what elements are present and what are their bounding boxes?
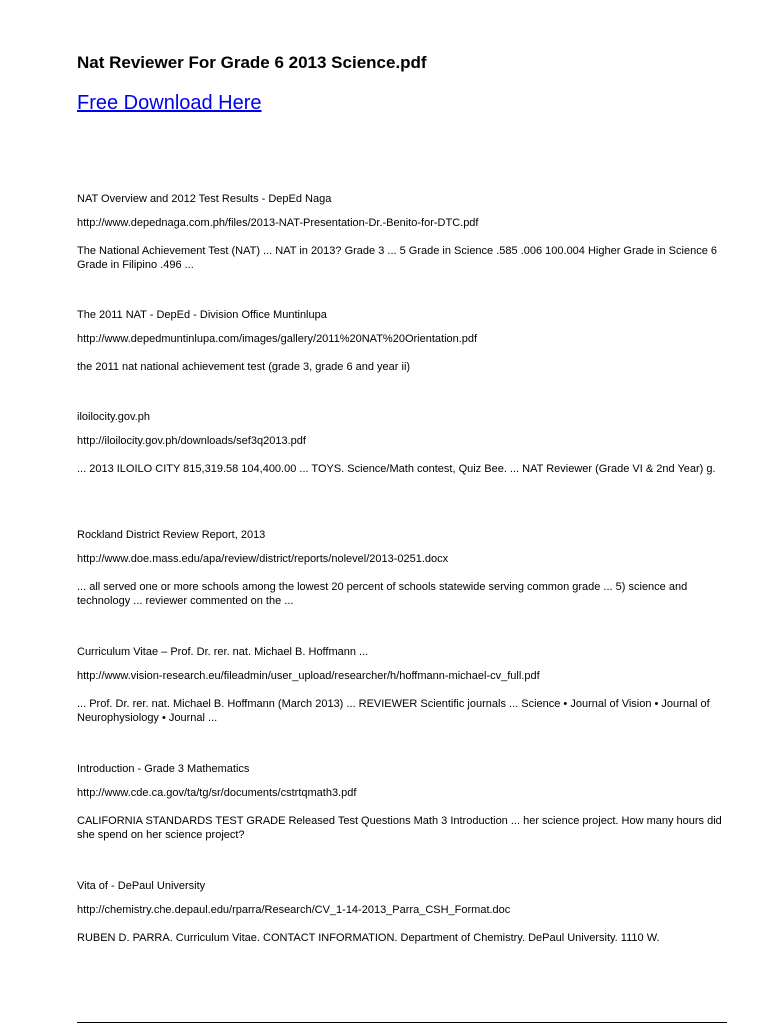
entry-title: Rockland District Review Report, 2013	[77, 529, 266, 541]
entry-snippet: RUBEN D. PARRA. Curriculum Vitae. CONTACT INFORMATION. Department of Chemistry. DePaul University. 1110 W.	[77, 932, 660, 944]
entry-title: The 2011 NAT - DepEd - Division Office Muntinlupa	[77, 309, 327, 321]
entry-title: Introduction - Grade 3 Mathematics	[77, 763, 250, 775]
entry-title: iloilocity.gov.ph	[77, 411, 150, 423]
entry-url: http://www.cde.ca.gov/ta/tg/sr/documents/cstrtqmath3.pdf	[77, 787, 357, 799]
entry-title: NAT Overview and 2012 Test Results - DepEd Naga	[77, 193, 332, 205]
entry-title: Curriculum Vitae – Prof. Dr. rer. nat. Michael B. Hoffmann ...	[77, 646, 369, 658]
entry-snippet: The National Achievement Test (NAT) ... NAT in 2013? Grade 3 ... 5 Grade in Science .585 .006 100.004 Higher Grade in Science 6 Grade in Filipino .496 ...	[77, 245, 717, 271]
entry-url: http://iloilocity.gov.ph/downloads/sef3q2013.pdf	[77, 435, 306, 447]
entry-snippet: ... all served one or more schools among the lowest 20 percent of schools statewide serving common grade ... 5) science and technology ... reviewer commented on the ...	[77, 581, 688, 607]
footer-divider	[77, 1022, 727, 1023]
entry-snippet: ... Prof. Dr. rer. nat. Michael B. Hoffmann (March 2013) ... REVIEWER Scientific journals ... Science • Journal of Vision • Journal of Neurophysiology • Journal ...	[77, 698, 710, 724]
entry-url: http://chemistry.che.depaul.edu/rparra/Research/CV_1-14-2013_Parra_CSH_Format.doc	[77, 904, 511, 916]
entry-snippet: the 2011 nat national achievement test (grade 3, grade 6 and year ii)	[77, 361, 411, 373]
entry-url: http://www.depednaga.com.ph/files/2013-NAT-Presentation-Dr.-Benito-for-DTC.pdf	[77, 217, 479, 229]
entry-url: http://www.vision-research.eu/fileadmin/user_upload/researcher/h/hoffmann-michael-cv_full.pdf	[77, 670, 540, 682]
document-title: Nat Reviewer For Grade 6 2013 Science.pdf	[77, 53, 427, 72]
entry-title: Vita of - DePaul University	[77, 880, 206, 892]
entry-snippet: ... 2013 ILOILO CITY 815,319.58 104,400.00 ... TOYS. Science/Math contest, Quiz Bee. ... NAT Reviewer (Grade VI & 2nd Year) g.	[77, 463, 716, 475]
entry-snippet: CALIFORNIA STANDARDS TEST GRADE Released Test Questions Math 3 Introduction ... her science project. How many hours did she spend on her science project?	[77, 815, 722, 841]
entry-url: http://www.depedmuntinlupa.com/images/gallery/2011%20NAT%20Orientation.pdf	[77, 333, 478, 345]
entry-url: http://www.doe.mass.edu/apa/review/district/reports/nolevel/2013-0251.docx	[77, 553, 449, 565]
free-download-link[interactable]: Free Download Here	[77, 92, 262, 114]
